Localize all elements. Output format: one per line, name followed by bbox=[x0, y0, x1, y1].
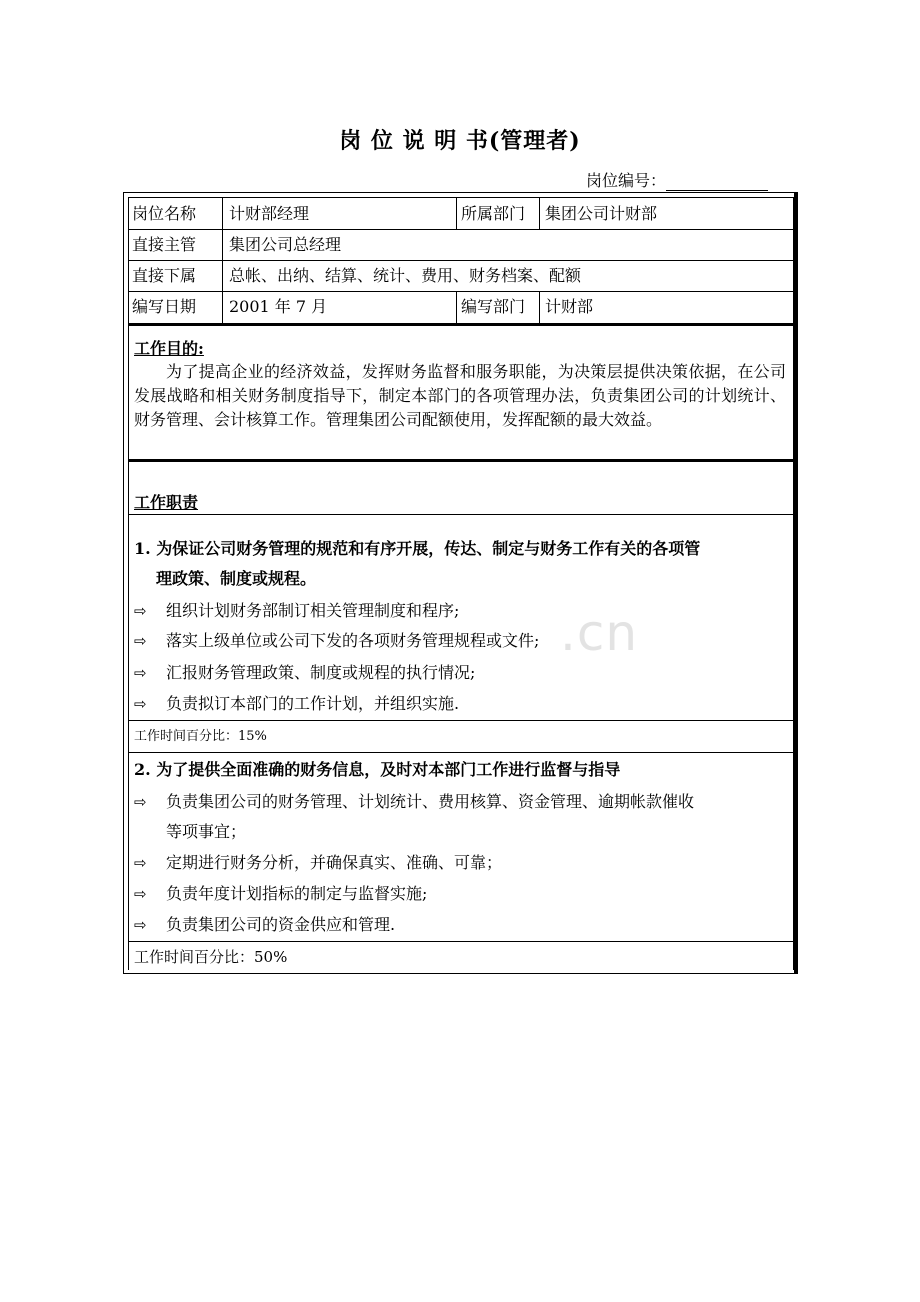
dept-label: 所属部门 bbox=[461, 204, 526, 223]
writer-dept-value: 计财部 bbox=[545, 297, 594, 316]
row-divider bbox=[128, 720, 794, 721]
list-item: ⇨ 组织计划财务部制订相关管理制度和程序; bbox=[134, 596, 789, 626]
date-value: 2001 年 7 月 bbox=[229, 297, 328, 316]
dept-value: 集团公司计财部 bbox=[545, 204, 658, 223]
arrow-right-icon: ⇨ bbox=[134, 695, 147, 713]
section-divider bbox=[128, 323, 794, 326]
list-item: ⇨ 定期进行财务分析，并确保真实、准确、可靠； bbox=[134, 848, 789, 878]
list-item: ⇨ 汇报财务管理政策、制度或规程的执行情况; bbox=[134, 658, 789, 688]
writer-dept-label: 编写部门 bbox=[461, 297, 526, 316]
duty-1-title-line2: 理政策、制度或规程。 bbox=[156, 569, 317, 588]
arrow-right-icon: ⇨ bbox=[134, 664, 147, 682]
col-divider bbox=[456, 197, 457, 229]
date-label: 编写日期 bbox=[132, 297, 197, 316]
post-code-label: 岗位编号： bbox=[586, 171, 667, 190]
inner-right-border bbox=[793, 197, 794, 970]
row-divider bbox=[128, 752, 794, 753]
watermark: .cn bbox=[560, 604, 639, 662]
arrow-right-icon: ⇨ bbox=[134, 916, 147, 934]
subordinates-value: 总帐、出纳、结算、统计、费用、财务档案、配额 bbox=[229, 266, 582, 285]
duties-title: 工作职责 bbox=[134, 493, 199, 512]
arrow-right-icon: ⇨ bbox=[134, 854, 147, 872]
duty-2-title bbox=[134, 755, 789, 785]
row-divider bbox=[128, 291, 794, 292]
inner-left-border bbox=[128, 197, 129, 970]
post-code-blank bbox=[666, 172, 768, 191]
list-item: ⇨ 负责集团公司的资金供应和管理. bbox=[134, 910, 789, 940]
col-divider bbox=[539, 197, 540, 229]
duty-1-title bbox=[134, 534, 789, 594]
arrow-right-icon: ⇨ bbox=[134, 885, 147, 903]
row-divider bbox=[128, 941, 794, 942]
row-divider bbox=[128, 229, 794, 230]
table-inner-top bbox=[128, 197, 794, 198]
subordinates-label: 直接下属 bbox=[132, 266, 197, 285]
post-name-label: 岗位名称 bbox=[132, 204, 197, 223]
arrow-right-icon: ⇨ bbox=[134, 602, 147, 620]
col-divider bbox=[456, 291, 457, 323]
purpose-title: 工作目的: bbox=[134, 339, 204, 358]
supervisor-value: 集团公司总经理 bbox=[229, 235, 342, 254]
list-item: ⇨ 负责年度计划指标的制定与监督实施; bbox=[134, 879, 789, 909]
purpose-text: 为了提高企业的经济效益，发挥财务监督和服务职能，为决策层提供决策依据，在公司发展战略和相关财务制度指导下，制定本部门的各项管理办法，负责集团公司的计划统计、财务管理、会计核算工作。管理集团公司配额使用，发挥配额的最大效益。 bbox=[134, 362, 786, 429]
duty-2-title-line1: 2. 为了提供全面准确的财务信息，及时对本部门工作进行监督与指导 bbox=[134, 760, 621, 779]
row-divider bbox=[128, 514, 794, 515]
arrow-right-icon: ⇨ bbox=[134, 632, 147, 650]
list-item: ⇨ 落实上级单位或公司下发的各项财务管理规程或文件; bbox=[134, 626, 789, 656]
col-divider bbox=[539, 291, 540, 323]
arrow-right-icon: ⇨ bbox=[134, 793, 147, 811]
document-title: 岗 位 说 明 书(管理者) bbox=[339, 128, 581, 154]
duty-2-time-percent: 工作时间百分比：50% bbox=[134, 948, 288, 966]
duty-1-title-line1: 1. 为保证公司财务管理的规范和有序开展，传达、制定与财务工作有关的各项管 bbox=[134, 539, 701, 558]
list-item: ⇨ 负责拟订本部门的工作计划，并组织实施. bbox=[134, 689, 789, 719]
post-code-line bbox=[586, 168, 768, 191]
col-divider bbox=[222, 197, 223, 323]
supervisor-label: 直接主管 bbox=[132, 235, 197, 254]
list-item: ⇨ 负责集团公司的财务管理、计划统计、费用核算、资金管理、逾期帐款催收 等项事宜； bbox=[134, 787, 789, 847]
duty-1-time-percent: 工作时间百分比：15% bbox=[134, 729, 267, 744]
post-name-value: 计财部经理 bbox=[229, 204, 310, 223]
row-divider bbox=[128, 260, 794, 261]
section-divider bbox=[128, 459, 794, 462]
